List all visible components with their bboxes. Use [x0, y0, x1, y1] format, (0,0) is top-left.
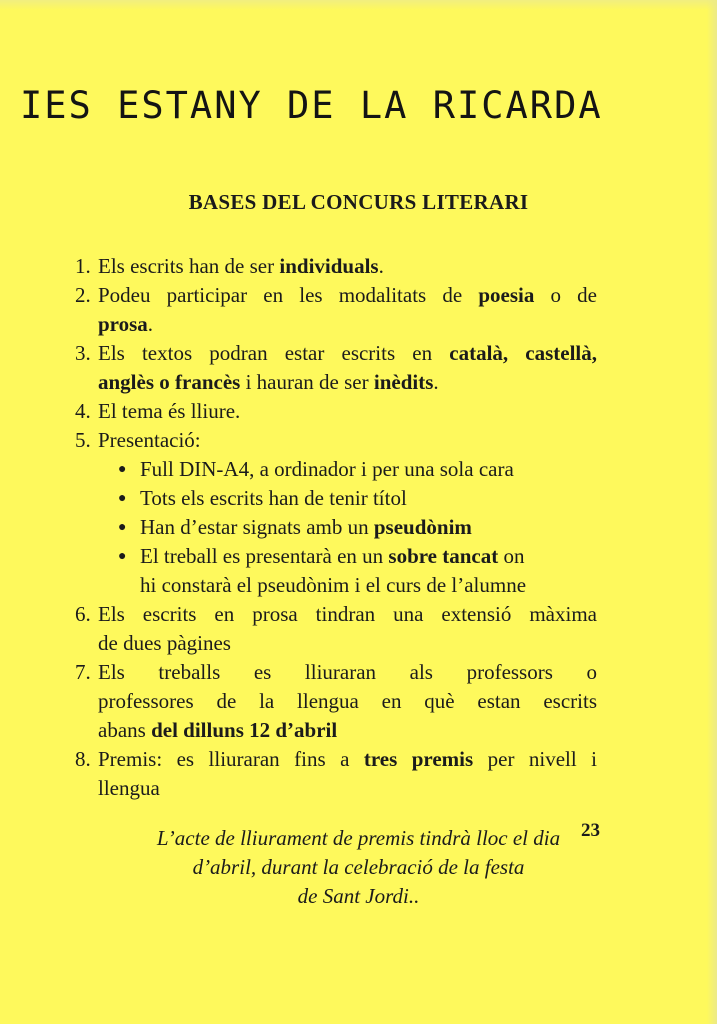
rule-number: 7.	[75, 660, 91, 684]
emphasis: poesia	[478, 283, 535, 307]
rule-5	[75, 426, 597, 600]
emphasis: del dilluns 12 d’abril	[151, 718, 338, 742]
emphasis: inèdits	[373, 370, 434, 394]
rule-text: Premis: es lliuraran fins a tres premis per nivell i llengua	[98, 747, 597, 800]
rules-list	[75, 252, 597, 803]
list-item: ● Tots els escrits han de tenir títol	[118, 484, 597, 513]
emphasis: prosa	[98, 312, 148, 336]
rule-text: Els escrits en prosa tindran una extensió màxima de dues pàgines	[98, 602, 597, 655]
presentation-list	[98, 455, 597, 600]
rule-number: 1.	[75, 254, 91, 278]
rule-number: 6.	[75, 602, 91, 626]
paper-edge-top	[0, 0, 717, 10]
rule-text: El tema és lliure.	[98, 399, 241, 423]
rule-text: Els treballs es lliuraran als professors o professores de la llengua en què estan escrits abans del dilluns 12 d’abril	[98, 660, 597, 742]
rule-number: 2.	[75, 283, 91, 307]
rule-4	[75, 397, 597, 426]
bullet-icon: ●	[118, 462, 127, 477]
rule-2	[75, 281, 597, 339]
rule-number: 3.	[75, 341, 91, 365]
rule-text: Els escrits han de ser individuals.	[98, 254, 384, 278]
list-item: ● El treball es presentarà en un sobre tancat on hi constarà el pseudònim i el curs de l’alumne	[118, 542, 597, 600]
bullet-icon: ●	[118, 491, 127, 506]
bullet-icon: ●	[118, 520, 127, 535]
emphasis: tres premis	[363, 747, 474, 771]
list-item: ● Full DIN-A4, a ordinador i per una sola cara	[118, 455, 597, 484]
rule-text: Podeu participar en les modalitats de poesia o de prosa.	[98, 283, 597, 336]
rule-1	[75, 252, 597, 281]
rule-6	[75, 600, 597, 658]
rule-text: Els textos podran estar escrits en català, castellà, anglès o francès i hauran de ser inèdits.	[98, 341, 598, 394]
closing-note: L’acte de lliurament de premis tindrà lloc el dia d’abril, durant la celebració de la festa de Sant Jordi..	[156, 826, 561, 908]
bullet-icon: ●	[118, 549, 127, 564]
rule-3	[75, 339, 597, 397]
rule-7	[75, 658, 597, 745]
award-day: 23	[581, 820, 600, 841]
rule-number: 5.	[75, 428, 91, 452]
rule-number: 4.	[75, 399, 91, 423]
list-item: ● Han d’estar signats amb un pseudònim	[118, 513, 597, 542]
emphasis: anglès o francès	[98, 370, 241, 394]
rule-number: 8.	[75, 747, 91, 771]
emphasis: sobre tancat	[388, 544, 499, 568]
emphasis: català, castellà,	[449, 341, 598, 365]
emphasis: pseudònim	[373, 515, 472, 539]
school-name: IES ESTANY DE LA RICARDA	[20, 84, 603, 127]
document-heading: BASES DEL CONCURS LITERARI	[188, 190, 529, 214]
emphasis: individuals	[279, 254, 379, 278]
rule-8	[75, 745, 597, 803]
rule-text: Presentació: ● Full DIN-A4, a ordinador i per una sola cara ● Tots els escrits han de tenir títol ● Han d’estar signats amb un pseudònim ● El treball es presentarà en un sobre tancat on hi constarà el pseudònim i el curs de l’alumne	[98, 426, 597, 600]
